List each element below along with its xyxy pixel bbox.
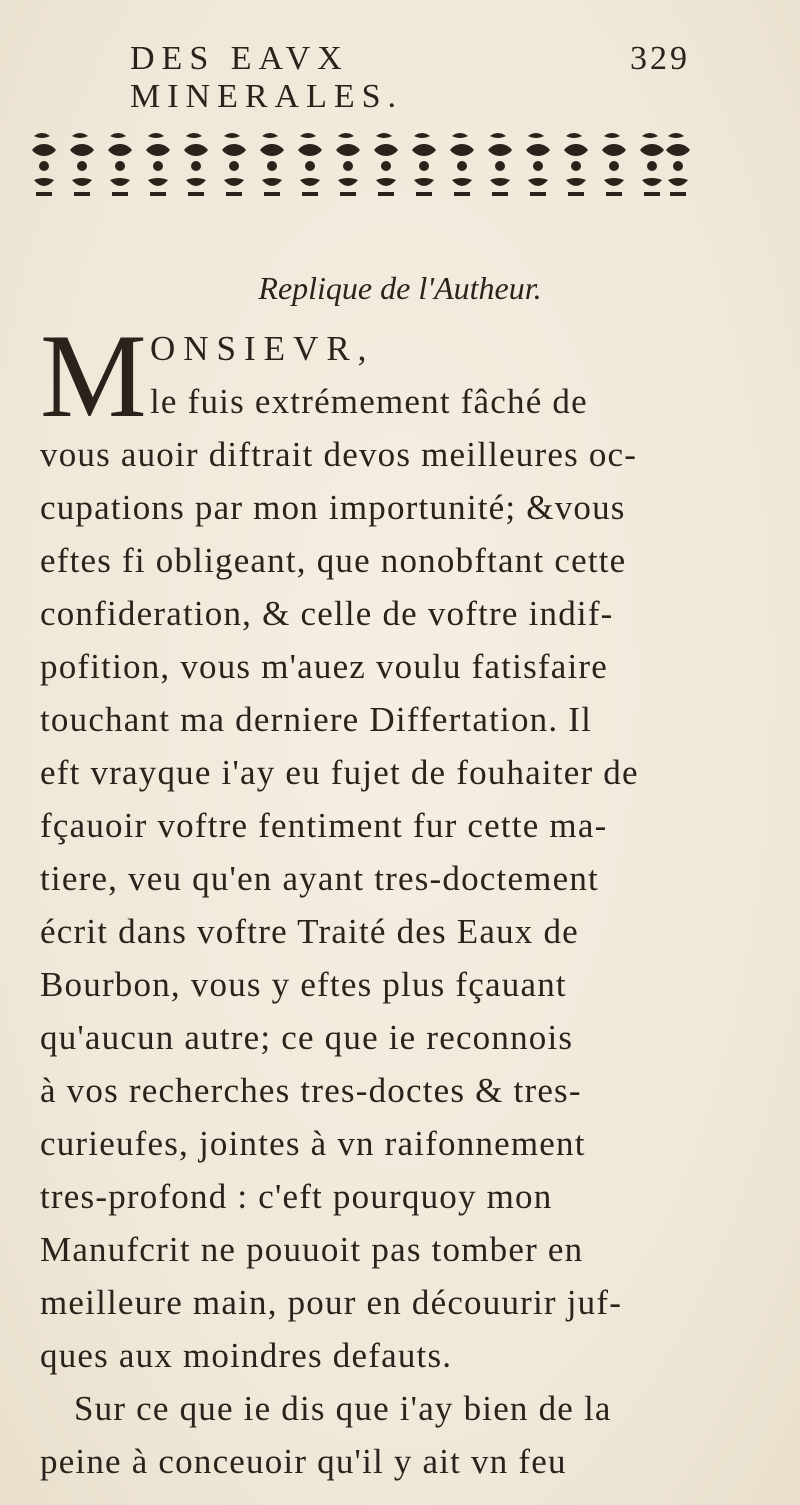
text-line: touchant ma derniere Differtation. Il	[40, 700, 593, 739]
body-text	[40, 309, 720, 1488]
text-line: eft vrayque i'ay eu fujet de fouhaiter de	[40, 753, 639, 792]
text-line: peine à conceuoir qu'il y ait vn feu	[40, 1442, 567, 1481]
text-line: Bourbon, vous y eftes plus fçauant	[40, 965, 567, 1004]
text-line: tres-profond : c'eft pourquoy mon	[40, 1177, 553, 1216]
text-line: fçauoir voftre fentiment fur cette ma-	[40, 806, 608, 845]
text-line: eftes fi obligeant, que nonobftant cette	[40, 541, 627, 580]
running-head-title: DES EAVX MINERALES.	[130, 40, 404, 115]
text-line: tiere, veu qu'en ayant tres-doctement	[40, 859, 599, 898]
text-line: confideration, & celle de voftre indif-	[40, 594, 614, 633]
text-line: vous auoir diftrait devos meilleures oc-	[40, 435, 638, 474]
text-line: à vos recherches tres-doctes & tres-	[40, 1071, 582, 1110]
fleuron-band-icon	[30, 128, 690, 198]
text-line: meilleure main, pour en découurir juf-	[40, 1283, 623, 1322]
text-line: le fuis extrémement fâché de	[150, 382, 588, 421]
running-head	[130, 40, 690, 116]
text-line: ques aux moindres defauts.	[40, 1336, 453, 1375]
text-line: qu'aucun autre; ce que ie reconnois	[40, 1018, 574, 1057]
drop-cap: M	[40, 309, 147, 442]
section-title: Replique de l'Autheur.	[258, 270, 542, 306]
page-number: 329	[630, 40, 690, 77]
text-line: écrit dans voftre Traité des Eaux de	[40, 912, 579, 951]
text-line: Manufcrit ne pouuoit pas tomber en	[40, 1230, 584, 1269]
text-line: Sur ce que ie dis que i'ay bien de la	[74, 1389, 612, 1428]
text-line: curieufes, jointes à vn raifonnement	[40, 1124, 586, 1163]
text-line: cupations par mon importunité; &vous	[40, 488, 626, 527]
opening-lines	[40, 309, 720, 442]
salutation: ONSIEVR,	[150, 329, 375, 368]
text-line: pofition, vous m'auez voulu fatisfaire	[40, 647, 609, 686]
